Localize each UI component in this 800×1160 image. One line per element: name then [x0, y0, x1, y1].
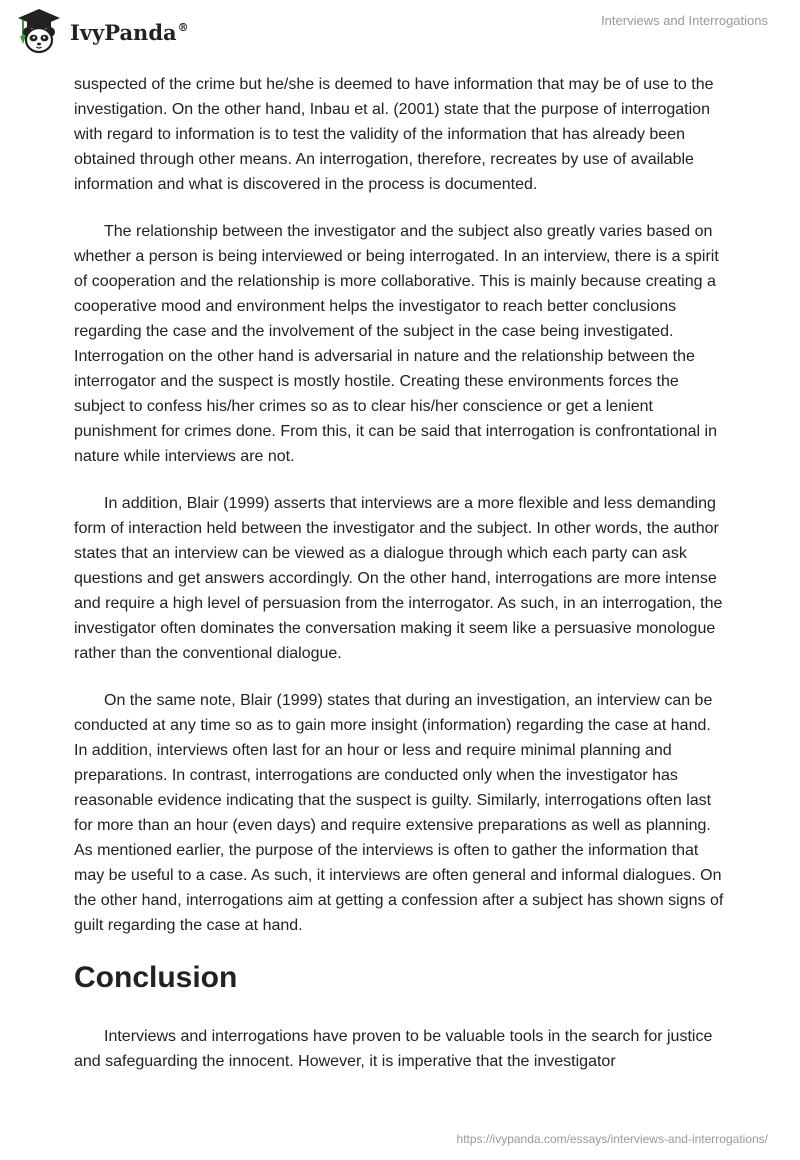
essay-body — [74, 72, 726, 1096]
paragraph-3: In addition, Blair (1999) asserts that interviews are a more flexible and less demanding form of interaction held between the investigator and the subject. In other words, the author states that an interview can be viewed as a dialogue through which each party can ask questions and get answers accordingly. On the other hand, interrogations are more intense and require a high level of persuasion from the interrogator. As such, in an interrogation, the investigator often dominates the conversation making it seem like a persuasive monologue rather than the conventional dialogue. — [74, 495, 723, 662]
page-header — [0, 0, 800, 60]
document-title: Interviews and Interrogations — [601, 13, 768, 28]
brand-logo[interactable] — [14, 6, 189, 56]
paragraph-2: The relationship between the investigator and the subject also greatly varies based on whether a person is being interviewed or being interrogated. In an interview, there is a spirit of cooperation and the relationship is more collaborative. This is mainly because creating a cooperative mood and environment helps the investigator to reach better conclusions regarding the case and the involvement of the subject in the case being investigated. Interrogation on the other hand is adversarial in nature and the relationship between the interrogator and the suspect is mostly hostile. Creating these environments forces the subject to confess his/her crimes so as to clear his/her conscience or get a lenient punishment for crimes done. From this, it can be said that interrogation is confrontational in nature while interviews are not. — [74, 223, 719, 465]
section-heading-conclusion: Conclusion — [74, 961, 238, 994]
registered-mark: ® — [177, 20, 189, 34]
panda-graduate-icon — [14, 6, 64, 56]
paragraph-1: suspected of the crime but he/she is deemed to have information that may be of use to the investigation. On the other hand, Inbau et al. (2001) state that the purpose of interrogation with regard to information is to test the validity of the information that has already been obtained through other means. An interrogation, therefore, recreates by use of available information and what is discovered in the process is documented. — [74, 76, 714, 193]
source-url[interactable]: https://ivypanda.com/essays/interviews-and-interrogations/ — [456, 1132, 768, 1146]
paragraph-4: On the same note, Blair (1999) states that during an investigation, an interview can be conducted at any time so as to gain more insight (information) regarding the case at hand. In addition, interviews often last for an hour or less and require minimal planning and preparations. In contrast, interrogations are conducted only when the investigator has reasonable evidence indicating that the suspect is guilty. Similarly, interrogations often last for more than an hour (even days) and require extensive preparations as well as planning. As mentioned earlier, the purpose of the interviews is often to gather the information that may be useful to a case. As such, it interviews are often general and informal dialogues. On the other hand, interrogations aim at getting a confession after a subject has shown signs of guilt regarding the case at hand. — [74, 692, 724, 934]
paragraph-conclusion: Interviews and interrogations have proven to be valuable tools in the search for justice and safeguarding the innocent. However, it is imperative that the investigator — [74, 1028, 713, 1070]
brand-name: IvyPanda® — [70, 19, 189, 45]
